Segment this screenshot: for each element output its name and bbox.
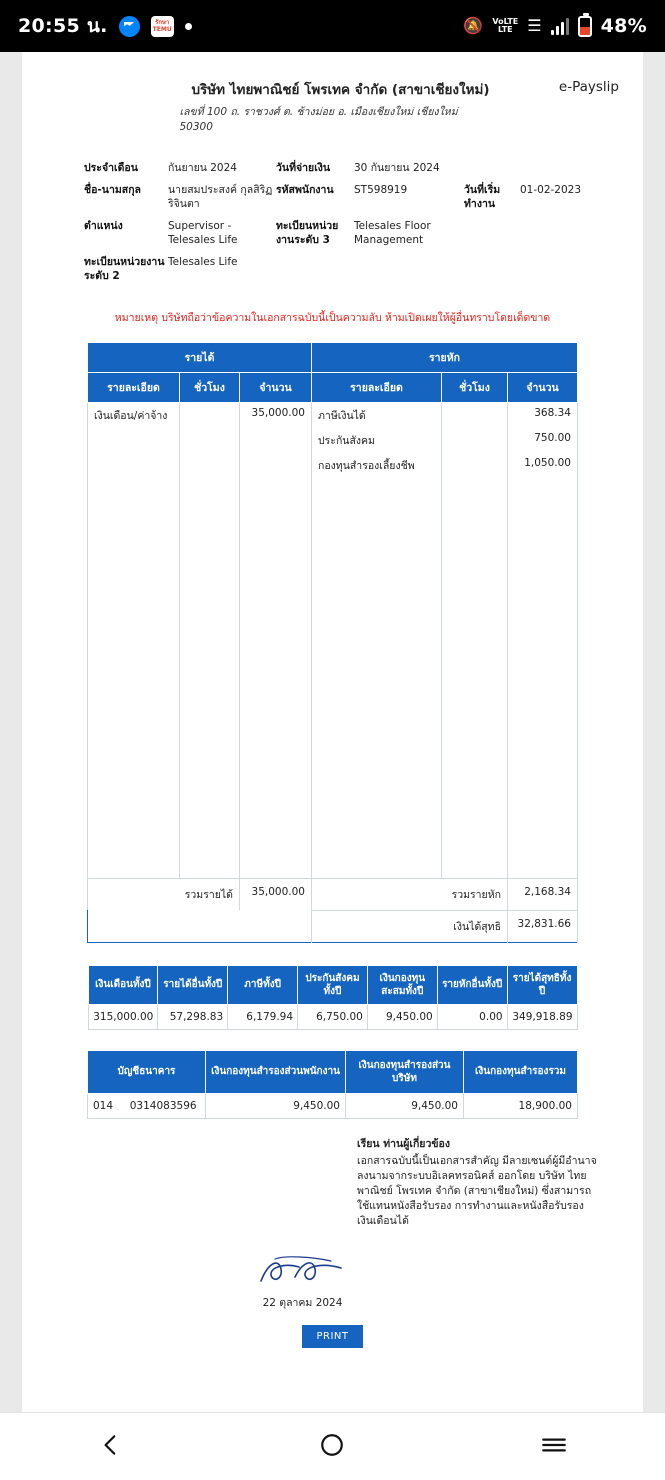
company-address-line2: 50300 [179,121,213,133]
table-row [88,1004,577,1029]
confidential-note: หมายเหตุ บริษัทถือว่าข้อความในเอกสารฉบับนี้เป็นความลับ ห้ามเปิดเผยให้ผู้อื่นทราบโดยเด็ดขาด [114,312,551,324]
col-yearly-net-income: รายได้สุทธิทั้งปี [507,965,577,1004]
value-bank-account [88,1093,206,1118]
value-yearly-net-income: 349,918.89 [507,1004,577,1029]
battery-percent: 48% [600,15,647,37]
footer-note-title: เรียน ท่านผู้เกี่ยวข้อง [357,1137,450,1150]
spacer-3 [276,255,354,283]
value-spacer-2 [520,219,610,247]
col-income-desc: รายละเอียด [88,373,180,403]
net-pay-row [88,910,578,942]
yearly-header-row [88,965,577,1004]
label-employee-id: รหัสพนักงาน [276,184,334,196]
battery-icon [578,16,592,37]
signature-block [22,1255,643,1311]
volte-label-top: VoLTE [492,17,519,26]
company-name: บริษัท ไทยพาณิชย์ โพรเทค จำกัด (สาขาเชียงใหม่) [191,82,490,98]
signature-icon [255,1255,351,1292]
table-row [88,453,578,478]
cell-income-desc: เงินเดือน/ค่าจ้าง [88,403,180,429]
cell-income-amount [240,428,312,453]
value-name: นายสมประสงค์ กุลสิริฏริจินตา [168,184,273,210]
value-fund-company: 9,450.00 [346,1093,464,1118]
payslip-main-table [87,342,578,943]
label-paydate: วันที่จ่ายเงิน [276,162,331,174]
status-bar-right [463,15,647,37]
status-time: 20:55 น. [18,15,108,37]
label-spacer-2 [464,219,520,247]
table-group-header-row [88,343,578,373]
signature-date: 22 ตุลาคม 2024 [262,1296,343,1309]
recents-icon[interactable] [540,1432,568,1462]
table-row [88,428,578,453]
value-department-2: Telesales Life [168,256,238,268]
col-yearly-other-income: รายได้อื่นทั้งปี [158,965,228,1004]
value-yearly-tax: 6,179.94 [228,1004,298,1029]
cell-deduct-desc: ภาษีเงินได้ [312,403,442,429]
temu-label-bottom: TEMU [152,26,172,33]
col-yearly-provident-fund: เงินกองทุนสะสมทั้งปี [367,965,437,1004]
employee-info-grid [22,161,643,283]
col-deduct-amount: จำนวน [508,373,578,403]
value-yearly-salary: 315,000.00 [88,1004,158,1029]
totals-row [88,878,578,910]
yearly-summary-table [88,965,578,1030]
net-pay-label: เงินได้สุทธิ [312,910,508,942]
messenger-icon [119,16,140,37]
cell-income-hours [180,453,240,478]
value-fund-total: 18,900.00 [464,1093,578,1118]
col-yearly-tax: ภาษีทั้งปี [228,965,298,1004]
table-empty-space-row [88,478,578,878]
value-position: Supervisor - Telesales Life [168,220,238,246]
back-icon[interactable] [98,1432,124,1462]
signal-icon [551,18,569,35]
cell-income-hours [180,428,240,453]
cell-income-amount: 35,000.00 [240,403,312,429]
col-fund-employee: เงินกองทุนสำรองส่วนพนักงาน [206,1050,346,1093]
table-row [88,403,578,429]
volte-icon [492,18,518,34]
temu-icon [151,16,174,37]
total-deduction-value: 2,168.34 [508,878,578,910]
bank-header-row [88,1050,578,1093]
spacer-5 [464,255,520,283]
label-department-2: ทะเบียนหน่วยงานระดับ 2 [84,256,165,282]
label-name: ชื่อ-นามสกุล [84,184,141,196]
value-employee-id: ST598919 [354,184,408,196]
recording-dot-icon [185,23,192,30]
label-spacer-1 [464,161,520,175]
notifications-muted-icon: 🔕 [463,16,484,35]
col-fund-total: เงินกองทุนสำรองรวม [464,1050,578,1093]
cell-deduct-hours [442,453,508,478]
volte-label-bottom: LTE [497,25,513,34]
col-fund-company: เงินกองทุนสำรองส่วนบริษัท [346,1050,464,1093]
company-address-line1: เลขที่ 100 ถ. ราชวงศ์ ต. ช้างม่อย อ. เมืองเชียงใหม่ เชียงใหม่ [179,106,458,118]
value-month: กันยายน 2024 [168,162,237,174]
total-deduction-label: รวมรายหัก [312,878,508,910]
cell-deduct-amount: 1,050.00 [508,453,578,478]
print-button[interactable]: PRINT [302,1325,362,1348]
company-address [176,105,506,135]
value-yearly-other-income: 57,298.83 [158,1004,228,1029]
document-type: e-Payslip [558,79,619,95]
home-icon[interactable] [319,1432,345,1462]
cell-deduct-desc: ประกันสังคม [312,428,442,453]
status-bar [0,0,665,52]
value-fund-employee: 9,450.00 [206,1093,346,1118]
value-paydate: 30 กันยายน 2024 [354,162,440,174]
payslip-page [22,52,643,1412]
col-deduct-desc: รายละเอียด [312,373,442,403]
bank-fund-table [87,1050,578,1119]
cell-income-desc [88,428,180,453]
value-yearly-other-deduction: 0.00 [437,1004,507,1029]
bank-code: 014 [93,1099,114,1112]
col-yearly-social-security: ประกันสังคมทั้งปี [298,965,368,1004]
net-pay-value: 32,831.66 [508,910,578,942]
cell-income-desc [88,453,180,478]
label-month: ประจำเดือน [84,162,138,174]
col-income-hours: ชั่วโมง [180,373,240,403]
status-bar-left [18,11,463,41]
col-bank-account: บัญชีธนาคาร [88,1050,206,1093]
total-income-value: 35,000.00 [240,878,312,910]
value-start-date: 01-02-2023 [520,184,582,196]
document-header [22,78,643,135]
cell-deduct-amount: 368.34 [508,403,578,429]
spacer-4 [354,255,464,283]
value-spacer-1 [520,161,610,175]
document-scroll-area[interactable] [0,52,665,1412]
total-income-label: รวมรายได้ [88,878,240,910]
label-department-3: ทะเบียนหน่วยงานระดับ 3 [276,220,339,246]
cell-deduct-amount: 750.00 [508,428,578,453]
cell-deduct-hours [442,403,508,429]
value-department-3: Telesales Floor Management [354,220,431,246]
temu-label-top: รักษา [155,19,170,26]
group-header-deduction: รายหัก [312,343,578,373]
cell-income-amount [240,453,312,478]
footer-note-body: เอกสารฉบับนี้เป็นเอกสารสำคัญ มีลายเซนต์ผู้มีอำนาจลงนามจากระบบอิเลคทรอนิคส์ ออกโดย บริษัท ไทยพาณิชย์ โพรเทค จำกัด (สาขาเชียงใหม่) ซึ่งสามารถใช้แทนหนังสือรับรอง การทำงานและหนังสือรับรองเงินเดือนได้ [357,1154,597,1227]
cell-income-hours [180,403,240,429]
group-header-income: รายได้ [88,343,312,373]
cell-deduct-hours [442,428,508,453]
spacer-6 [520,255,610,283]
table-column-header-row [88,373,578,403]
table-row [88,1093,578,1118]
col-deduct-hours: ชั่วโมง [442,373,508,403]
col-yearly-salary: เงินเดือนทั้งปี [88,965,158,1004]
wifi-icon: ☰ [527,16,542,35]
col-income-amount: จำนวน [240,373,312,403]
android-nav-bar [0,1412,665,1480]
label-position: ตำแหน่ง [84,220,123,232]
value-yearly-social-security: 6,750.00 [298,1004,368,1029]
col-yearly-other-deduction: รายหักอื่นทั้งปี [437,965,507,1004]
footer-note [357,1137,597,1229]
bank-account-number: 0314083596 [129,1099,197,1112]
value-yearly-provident-fund: 9,450.00 [367,1004,437,1029]
cell-deduct-desc: กองทุนสำรองเลี้ยงชีพ [312,453,442,478]
label-start-date: วันที่เริ่มทำงาน [464,184,501,210]
